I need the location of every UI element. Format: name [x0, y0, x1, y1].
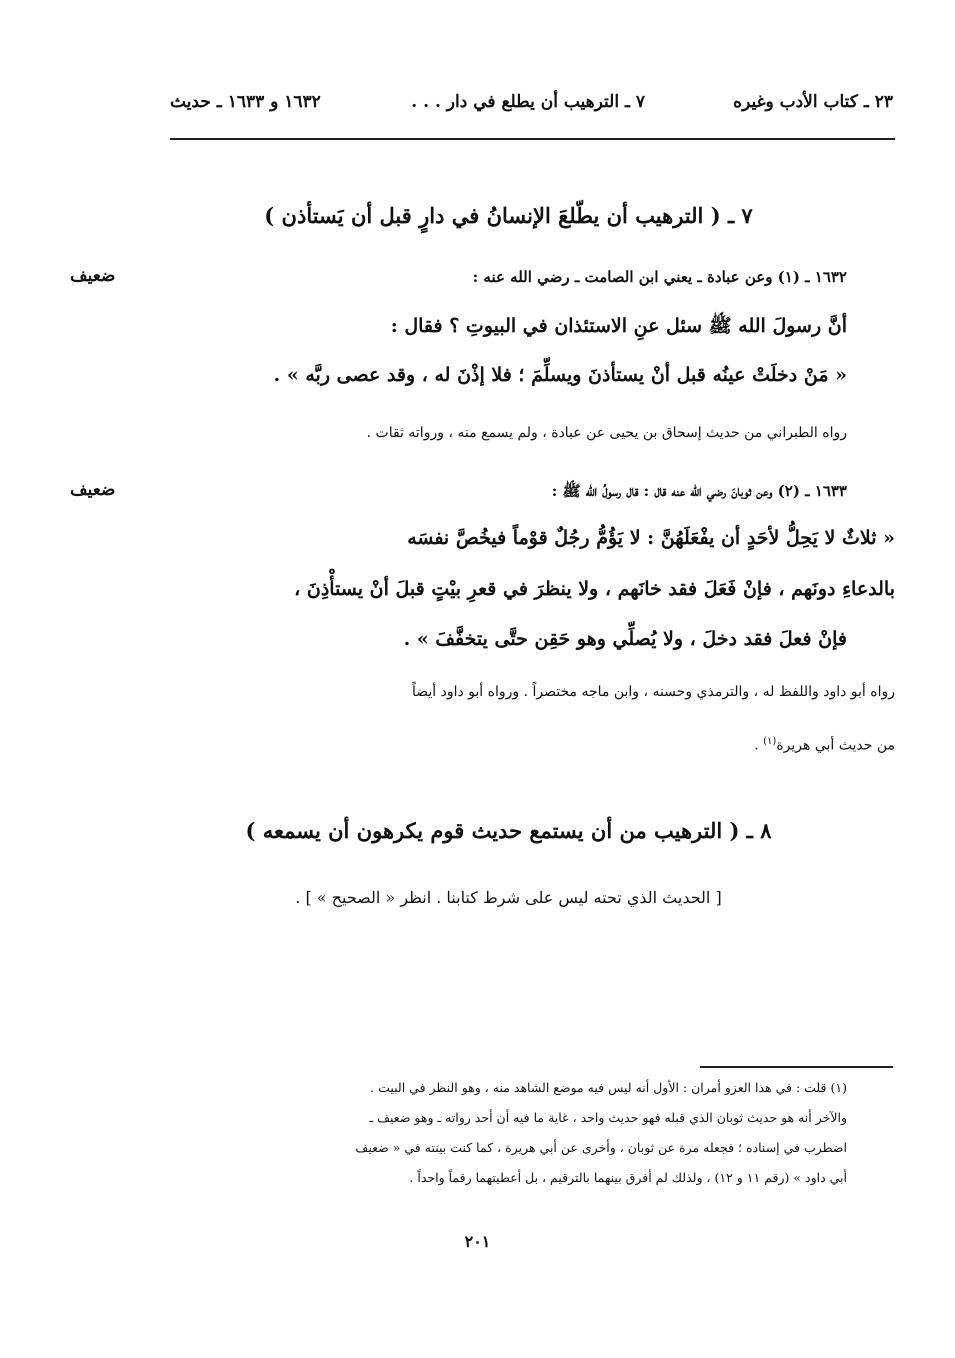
- footnote-divider: [700, 1066, 893, 1068]
- hadith-1633-source-note-line-1: رواه أبو داود واللفظ له ، والترمذي وحسنه ، وابن ماجه مختصراً . ورواه أبو داود أيضاً: [411, 684, 895, 700]
- section-7-heading: ٧ ـ ( الترهيب أن يطّلعَ الإنسانُ في دارٍ قبل أن يَستأذن ): [264, 203, 753, 228]
- section-8-heading: ٨ ـ ( الترهيب من أن يستمع حديث قوم يكرهون أن يسمعه ): [245, 818, 772, 843]
- hadith-1633-source-note-end: .: [754, 737, 764, 754]
- footnote-line-3: اضطرب في إسناده ؛ فجعله مرة عن ثوبان ، وأخرى عن أبي هريرة ، كما كنت بينته في « ضعيف: [355, 1140, 847, 1155]
- header-divider: [170, 138, 895, 140]
- hadith-1632-text-line-1: أنَّ رسولَ الله ﷺ سئل عنِ الاستئذان في البيوتِ ؟ فقال :: [390, 315, 847, 337]
- hadith-1632-source-note: رواه الطبراني من حديث إسحاق بن يحيى عن عبادة ، ولم يسمع منه ، ورواته ثقات .: [366, 425, 847, 441]
- section-8-remark: [ الحديث الذي تحته ليس على شرط كتابنا . انظر « الصحيح » ] .: [295, 888, 722, 907]
- hadith-1632-grade: ضعيف: [70, 266, 116, 286]
- page-number: ٢٠١: [464, 1232, 491, 1251]
- footnote-line-2: والآخر أنه هو حديث ثوبان الذي قبله فهو حديث واحد ، غاية ما فيه أن أحد رواته ـ وهو ضعيف ـ: [369, 1110, 847, 1125]
- hadith-1633-intro: ١٦٣٣ ـ (٢) وعن ثوبانَ رضي الله عنه قال : قال رسولُ الله ﷺ :: [551, 482, 847, 500]
- footnote-line-4: أبي داود » (رقم ١١ و ١٢) ، ولذلك لم أفرق بينهما بالترقيم ، بل أعطيتهما رقماً واحداً .: [409, 1170, 847, 1185]
- hadith-1633-text-line-2: بالدعاءِ دونَهم ، فإنْ فَعَلَ فقد خانَهم ، ولا ينظرَ في قعرِ بيْتٍ قبلَ أنْ يستأْذِنَ ،: [294, 578, 895, 600]
- hadith-1633-text-line-1: « ثلاثٌ لا يَحِلُّ لأحَدٍ أن يفْعَلَهُنَّ : لا يَؤُمُّ رجُلٌ قوْماً فيخُصَّ نفسَه: [407, 527, 895, 549]
- hadith-1633-text-line-3: فإنْ فعلَ فقد دخلَ ، ولا يُصلِّي وهو حَقِن حتَّى يتخفَّفَ » .: [403, 628, 847, 650]
- hadith-1632-text-line-2: « مَنْ دخلَتْ عينُه قبل أنْ يستأذنَ ويسلِّمَ ؛ فلا إذْنَ له ، وقد عصى ربَّه » .: [273, 364, 847, 386]
- header-hadith-range: ١٦٣٢ و ١٦٣٣ ـ حديث: [170, 92, 321, 112]
- hadith-1632-intro: ١٦٣٢ ـ (١) وعن عبادة ـ يعني ابن الصامت ـ رضي الله عنه :: [472, 268, 847, 286]
- hadith-1633-source-note-line-2: [754, 736, 895, 754]
- hadith-1633-source-note-text: من حديث أبي هريرة: [776, 737, 895, 754]
- hadith-1633-grade: ضعيف: [70, 480, 116, 500]
- footnote-reference: (١): [763, 736, 777, 747]
- header-book-title: ٢٣ ـ كتاب الأدب وغيره: [733, 92, 893, 112]
- header-chapter-title: ٧ ـ الترهيب أن يطلع في دار . . .: [411, 92, 645, 112]
- footnote-line-1: (١) قلت : في هذا العزو أمران : الأول أنه ليس فيه موضع الشاهد منه ، وهو النظر في البيت .: [370, 1080, 847, 1095]
